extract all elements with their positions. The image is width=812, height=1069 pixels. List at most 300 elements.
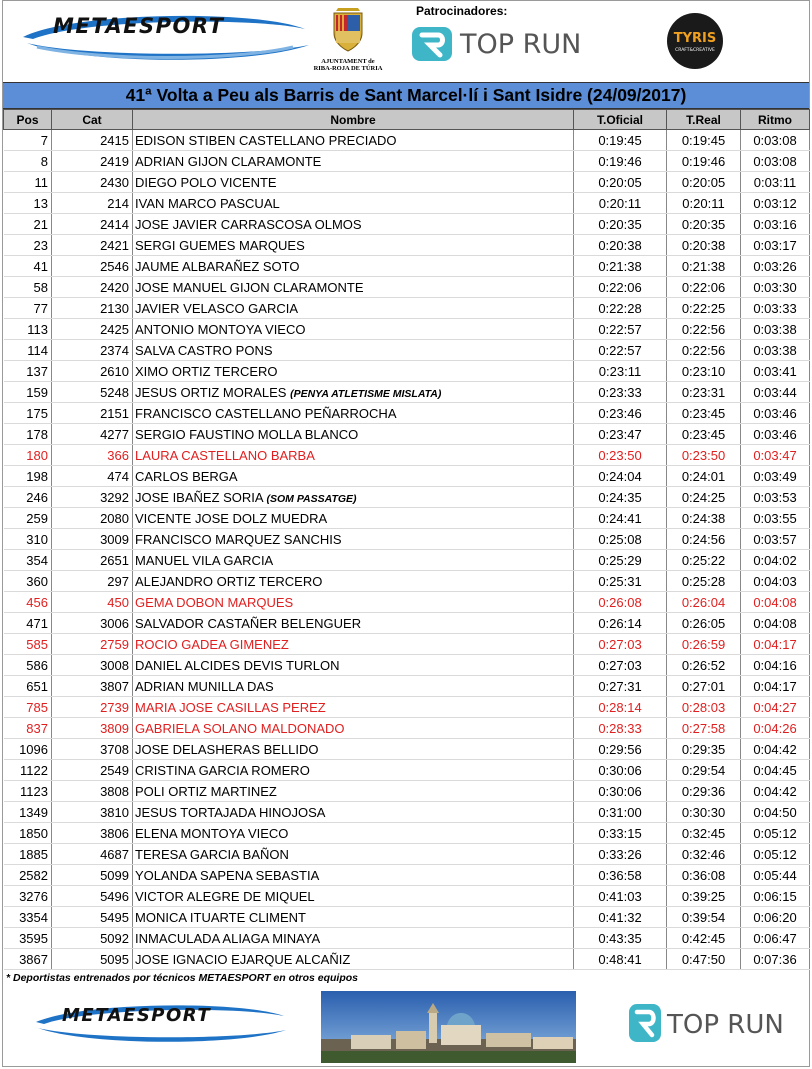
runner-name: ANTONIO MONTOYA VIECO — [135, 321, 306, 337]
table-row — [4, 613, 810, 634]
runner-name: JOSE MANUEL GIJON CLARAMONTE — [135, 279, 364, 295]
runner-name: JAUME ALBARAÑEZ SOTO — [135, 258, 300, 274]
cell-nombre — [133, 445, 574, 466]
cell-pos: 471 — [4, 613, 52, 634]
cell-t-oficial: 0:22:57 — [574, 340, 667, 361]
cell-ritmo: 0:03:46 — [741, 403, 810, 424]
cell-t-real: 0:26:04 — [667, 592, 741, 613]
cell-nombre — [133, 613, 574, 634]
cell-ritmo: 0:03:33 — [741, 298, 810, 319]
cell-t-oficial: 0:19:45 — [574, 130, 667, 151]
cell-nombre — [133, 340, 574, 361]
cell-pos: 1096 — [4, 739, 52, 760]
sponsors-label: Patrocinadores: — [416, 4, 508, 18]
runner-name: VICTOR ALEGRE DE MIQUEL — [135, 888, 315, 904]
cell-nombre — [133, 802, 574, 823]
cell-nombre — [133, 634, 574, 655]
cell-pos: 77 — [4, 298, 52, 319]
cell-cat: 2549 — [52, 760, 133, 781]
cell-t-oficial: 0:27:03 — [574, 634, 667, 655]
cell-pos: 11 — [4, 172, 52, 193]
cell-nombre — [133, 319, 574, 340]
cell-cat: 5495 — [52, 907, 133, 928]
column-header-t-oficial: T.Oficial — [574, 110, 667, 130]
cell-t-real: 0:22:56 — [667, 340, 741, 361]
table-row — [4, 403, 810, 424]
cell-cat: 2420 — [52, 277, 133, 298]
cell-nombre — [133, 361, 574, 382]
cell-ritmo: 0:03:41 — [741, 361, 810, 382]
runner-name: FRANCISCO MARQUEZ SANCHIS — [135, 531, 342, 547]
cell-ritmo: 0:04:27 — [741, 697, 810, 718]
table-row — [4, 571, 810, 592]
cell-t-oficial: 0:23:47 — [574, 424, 667, 445]
cell-t-real: 0:24:25 — [667, 487, 741, 508]
cell-cat: 5099 — [52, 865, 133, 886]
cell-cat: 3008 — [52, 655, 133, 676]
cell-t-real: 0:29:54 — [667, 760, 741, 781]
cell-ritmo: 0:04:42 — [741, 781, 810, 802]
cell-cat: 2414 — [52, 214, 133, 235]
runner-name: IVAN MARCO PASCUAL — [135, 195, 280, 211]
cell-ritmo: 0:04:08 — [741, 613, 810, 634]
runner-name: DANIEL ALCIDES DEVIS TURLON — [135, 657, 340, 673]
cell-ritmo: 0:03:12 — [741, 193, 810, 214]
cell-ritmo: 0:03:38 — [741, 340, 810, 361]
table-row — [4, 445, 810, 466]
cell-t-oficial: 0:26:08 — [574, 592, 667, 613]
cell-pos: 180 — [4, 445, 52, 466]
header — [3, 1, 809, 81]
cell-cat: 3009 — [52, 529, 133, 550]
runner-name: FRANCISCO CASTELLANO PEÑARROCHA — [135, 405, 397, 421]
cell-nombre — [133, 739, 574, 760]
cell-ritmo: 0:06:15 — [741, 886, 810, 907]
table-row — [4, 340, 810, 361]
cell-t-real: 0:19:46 — [667, 151, 741, 172]
cell-nombre — [133, 823, 574, 844]
table-row — [4, 634, 810, 655]
cell-ritmo: 0:03:30 — [741, 277, 810, 298]
cell-t-real: 0:30:30 — [667, 802, 741, 823]
cell-nombre — [133, 235, 574, 256]
runner-name: XIMO ORTIZ TERCERO — [135, 363, 278, 379]
cell-nombre — [133, 781, 574, 802]
cell-nombre — [133, 277, 574, 298]
cell-pos: 178 — [4, 424, 52, 445]
table-row — [4, 739, 810, 760]
cell-t-real: 0:27:01 — [667, 676, 741, 697]
cell-cat: 3806 — [52, 823, 133, 844]
runner-name: ALEJANDRO ORTIZ TERCERO — [135, 573, 323, 589]
cell-t-oficial: 0:24:41 — [574, 508, 667, 529]
table-row — [4, 256, 810, 277]
cell-t-oficial: 0:41:03 — [574, 886, 667, 907]
runner-name: JOSE JAVIER CARRASCOSA OLMOS — [135, 216, 362, 232]
cell-t-oficial: 0:25:31 — [574, 571, 667, 592]
cell-nombre — [133, 760, 574, 781]
cell-t-real: 0:19:45 — [667, 130, 741, 151]
runner-name: YOLANDA SAPENA SEBASTIA — [135, 867, 320, 883]
cell-cat: 4277 — [52, 424, 133, 445]
table-row — [4, 424, 810, 445]
cell-ritmo: 0:07:36 — [741, 949, 810, 970]
cell-cat: 474 — [52, 466, 133, 487]
cell-cat: 5092 — [52, 928, 133, 949]
cell-t-real: 0:20:35 — [667, 214, 741, 235]
runner-name: ELENA MONTOYA VIECO — [135, 825, 289, 841]
cell-nombre — [133, 886, 574, 907]
cell-cat: 2546 — [52, 256, 133, 277]
cell-ritmo: 0:03:57 — [741, 529, 810, 550]
cell-pos: 3867 — [4, 949, 52, 970]
cell-pos: 114 — [4, 340, 52, 361]
cell-t-real: 0:29:36 — [667, 781, 741, 802]
cell-ritmo: 0:03:16 — [741, 214, 810, 235]
results-table — [3, 109, 810, 970]
cell-t-oficial: 0:28:14 — [574, 697, 667, 718]
cell-nombre — [133, 130, 574, 151]
cell-ritmo: 0:04:50 — [741, 802, 810, 823]
cell-t-real: 0:27:58 — [667, 718, 741, 739]
cell-cat: 3809 — [52, 718, 133, 739]
cell-t-oficial: 0:28:33 — [574, 718, 667, 739]
cell-pos: 2582 — [4, 865, 52, 886]
table-row — [4, 235, 810, 256]
table-row — [4, 886, 810, 907]
table-row — [4, 655, 810, 676]
cell-ritmo: 0:05:44 — [741, 865, 810, 886]
cell-t-real: 0:39:25 — [667, 886, 741, 907]
cell-t-real: 0:21:38 — [667, 256, 741, 277]
cell-nombre — [133, 298, 574, 319]
cell-t-real: 0:25:22 — [667, 550, 741, 571]
cell-pos: 837 — [4, 718, 52, 739]
table-row — [4, 907, 810, 928]
table-row — [4, 550, 810, 571]
runner-club: (PENYA ATLETISME MISLATA) — [290, 387, 442, 400]
page-title: 41ª Volta a Peu als Barris de Sant Marcel·lí i Sant Isidre (24/09/2017) — [3, 82, 809, 109]
cell-pos: 3595 — [4, 928, 52, 949]
cell-t-oficial: 0:48:41 — [574, 949, 667, 970]
cell-pos: 8 — [4, 151, 52, 172]
cell-nombre — [133, 214, 574, 235]
runner-name: DIEGO POLO VICENTE — [135, 174, 277, 190]
cell-t-real: 0:24:01 — [667, 466, 741, 487]
table-row — [4, 823, 810, 844]
cell-pos: 310 — [4, 529, 52, 550]
table-row — [4, 382, 810, 403]
cell-ritmo: 0:03:49 — [741, 466, 810, 487]
tyris-text: TYRIS — [673, 31, 717, 46]
cell-pos: 1885 — [4, 844, 52, 865]
cell-nombre — [133, 655, 574, 676]
cell-ritmo: 0:04:17 — [741, 634, 810, 655]
cell-nombre — [133, 487, 574, 508]
cell-nombre — [133, 508, 574, 529]
runner-name: ADRIAN MUNILLA DAS — [135, 678, 274, 694]
cell-cat: 2430 — [52, 172, 133, 193]
cell-t-oficial: 0:22:28 — [574, 298, 667, 319]
cell-pos: 246 — [4, 487, 52, 508]
cell-ritmo: 0:06:20 — [741, 907, 810, 928]
cell-cat: 2415 — [52, 130, 133, 151]
cell-pos: 360 — [4, 571, 52, 592]
table-row — [4, 193, 810, 214]
footnote: * Deportistas entrenados por técnicos METAESPORT en otros equipos — [6, 972, 359, 984]
cell-nombre — [133, 676, 574, 697]
table-row — [4, 214, 810, 235]
table-row — [4, 760, 810, 781]
cell-nombre — [133, 718, 574, 739]
cell-t-oficial: 0:30:06 — [574, 781, 667, 802]
cell-t-real: 0:36:08 — [667, 865, 741, 886]
runner-name: INMACULADA ALIAGA MINAYA — [135, 930, 321, 946]
cell-t-real: 0:24:38 — [667, 508, 741, 529]
cell-t-real: 0:47:50 — [667, 949, 741, 970]
cell-pos: 3276 — [4, 886, 52, 907]
table-row — [4, 466, 810, 487]
runner-name: ADRIAN GIJON CLARAMONTE — [135, 153, 322, 169]
table-row — [4, 928, 810, 949]
runner-name: JOSE IBAÑEZ SORIA — [135, 489, 263, 505]
cell-t-oficial: 0:29:56 — [574, 739, 667, 760]
cell-ritmo: 0:03:46 — [741, 424, 810, 445]
cell-cat: 5248 — [52, 382, 133, 403]
cell-t-oficial: 0:27:31 — [574, 676, 667, 697]
cell-t-real: 0:20:11 — [667, 193, 741, 214]
cell-t-oficial: 0:31:00 — [574, 802, 667, 823]
cell-cat: 2651 — [52, 550, 133, 571]
cell-pos: 159 — [4, 382, 52, 403]
cell-nombre — [133, 256, 574, 277]
cell-pos: 651 — [4, 676, 52, 697]
footer-brand-text: METAESPORT — [62, 1005, 212, 1026]
ayuntamiento-line1: AJUNTAMENT de — [321, 58, 375, 65]
cell-pos: 1349 — [4, 802, 52, 823]
cell-ritmo: 0:03:53 — [741, 487, 810, 508]
cell-cat: 2151 — [52, 403, 133, 424]
cell-t-oficial: 0:26:14 — [574, 613, 667, 634]
cell-nombre — [133, 907, 574, 928]
cell-t-real: 0:42:45 — [667, 928, 741, 949]
cell-ritmo: 0:04:42 — [741, 739, 810, 760]
metaesport-logo — [13, 7, 313, 69]
table-row — [4, 298, 810, 319]
cell-pos: 137 — [4, 361, 52, 382]
cell-pos: 58 — [4, 277, 52, 298]
results-body — [4, 130, 810, 970]
cell-cat: 2419 — [52, 151, 133, 172]
cell-pos: 198 — [4, 466, 52, 487]
cell-ritmo: 0:03:08 — [741, 151, 810, 172]
tyris-logo — [663, 11, 727, 71]
cell-pos: 354 — [4, 550, 52, 571]
footer-toprun-logo — [627, 1000, 784, 1046]
table-row — [4, 844, 810, 865]
tyris-tagline: CRAFT&CREATIVE — [675, 48, 715, 53]
cell-t-oficial: 0:25:29 — [574, 550, 667, 571]
column-header-cat: Cat — [52, 110, 133, 130]
table-row — [4, 865, 810, 886]
cell-cat: 214 — [52, 193, 133, 214]
cell-cat: 3708 — [52, 739, 133, 760]
cell-ritmo: 0:03:47 — [741, 445, 810, 466]
cell-t-real: 0:23:45 — [667, 424, 741, 445]
cell-t-real: 0:22:56 — [667, 319, 741, 340]
cell-cat: 5095 — [52, 949, 133, 970]
cell-nombre — [133, 571, 574, 592]
cell-cat: 4687 — [52, 844, 133, 865]
column-header-t-real: T.Real — [667, 110, 741, 130]
cell-t-real: 0:28:03 — [667, 697, 741, 718]
cell-nombre — [133, 466, 574, 487]
cell-t-real: 0:23:31 — [667, 382, 741, 403]
cell-t-real: 0:23:50 — [667, 445, 741, 466]
column-header-nombre: Nombre — [133, 110, 574, 130]
runner-name: MONICA ITUARTE CLIMENT — [135, 909, 306, 925]
runner-name: EDISON STIBEN CASTELLANO PRECIADO — [135, 132, 397, 148]
runner-name: MANUEL VILA GARCIA — [135, 552, 274, 568]
cell-ritmo: 0:04:26 — [741, 718, 810, 739]
runner-name: JESUS ORTIZ MORALES — [135, 384, 287, 400]
table-row — [4, 781, 810, 802]
toprun-text: TOP RUN — [460, 29, 582, 60]
metaesport-brand-text: METAESPORT — [53, 14, 225, 38]
table-row — [4, 529, 810, 550]
cell-t-real: 0:23:10 — [667, 361, 741, 382]
table-row — [4, 508, 810, 529]
cell-ritmo: 0:05:12 — [741, 844, 810, 865]
cell-t-oficial: 0:30:06 — [574, 760, 667, 781]
column-header-ritmo: Ritmo — [741, 110, 810, 130]
footer-metaesport-logo — [28, 998, 290, 1048]
cell-cat: 3810 — [52, 802, 133, 823]
runner-name: LAURA CASTELLANO BARBA — [135, 447, 315, 463]
table-row — [4, 676, 810, 697]
cell-pos: 175 — [4, 403, 52, 424]
cell-t-oficial: 0:33:26 — [574, 844, 667, 865]
cell-pos: 585 — [4, 634, 52, 655]
cell-pos: 1122 — [4, 760, 52, 781]
runner-name: VICENTE JOSE DOLZ MUEDRA — [135, 510, 328, 526]
cell-cat: 3807 — [52, 676, 133, 697]
table-row — [4, 487, 810, 508]
runner-name: JOSE IGNACIO EJARQUE ALCAÑIZ — [135, 951, 351, 967]
cell-pos: 259 — [4, 508, 52, 529]
table-row — [4, 277, 810, 298]
cell-t-oficial: 0:25:08 — [574, 529, 667, 550]
runner-name: JOSE DELASHERAS BELLIDO — [135, 741, 319, 757]
table-row — [4, 361, 810, 382]
runner-name: GABRIELA SOLANO MALDONADO — [135, 720, 345, 736]
cell-t-oficial: 0:33:15 — [574, 823, 667, 844]
table-header-row — [4, 110, 810, 130]
runner-name: ROCIO GADEA GIMENEZ — [135, 636, 289, 652]
cell-t-real: 0:24:56 — [667, 529, 741, 550]
cell-t-oficial: 0:22:57 — [574, 319, 667, 340]
cell-pos: 1850 — [4, 823, 52, 844]
cell-t-real: 0:25:28 — [667, 571, 741, 592]
runner-name: CRISTINA GARCIA ROMERO — [135, 762, 310, 778]
cell-pos: 785 — [4, 697, 52, 718]
cell-t-oficial: 0:20:11 — [574, 193, 667, 214]
cell-ritmo: 0:06:47 — [741, 928, 810, 949]
cell-cat: 2425 — [52, 319, 133, 340]
cell-t-oficial: 0:23:11 — [574, 361, 667, 382]
cell-cat: 2374 — [52, 340, 133, 361]
cell-cat: 2080 — [52, 508, 133, 529]
cell-ritmo: 0:04:45 — [741, 760, 810, 781]
cell-cat: 2130 — [52, 298, 133, 319]
footer-toprun-text: TOP RUN — [667, 1010, 784, 1040]
runner-name: JESUS TORTAJADA HINOJOSA — [135, 804, 326, 820]
town-photo — [321, 991, 576, 1063]
runner-name: SERGI GUEMES MARQUES — [135, 237, 305, 253]
cell-ritmo: 0:03:44 — [741, 382, 810, 403]
cell-t-oficial: 0:21:38 — [574, 256, 667, 277]
cell-pos: 13 — [4, 193, 52, 214]
cell-cat: 3006 — [52, 613, 133, 634]
cell-t-real: 0:26:59 — [667, 634, 741, 655]
cell-pos: 456 — [4, 592, 52, 613]
cell-t-oficial: 0:23:50 — [574, 445, 667, 466]
cell-pos: 586 — [4, 655, 52, 676]
cell-t-oficial: 0:19:46 — [574, 151, 667, 172]
cell-cat: 3808 — [52, 781, 133, 802]
cell-t-real: 0:39:54 — [667, 907, 741, 928]
cell-cat: 450 — [52, 592, 133, 613]
table-row — [4, 949, 810, 970]
cell-cat: 2759 — [52, 634, 133, 655]
cell-t-oficial: 0:23:33 — [574, 382, 667, 403]
ayuntamiento-line2: RIBA-ROJA DE TÚRIA — [313, 65, 383, 72]
cell-t-real: 0:29:35 — [667, 739, 741, 760]
cell-t-oficial: 0:24:04 — [574, 466, 667, 487]
runner-club: (SOM PASSATGE) — [266, 492, 357, 505]
runner-name: SALVA CASTRO PONS — [135, 342, 273, 358]
cell-ritmo: 0:04:08 — [741, 592, 810, 613]
cell-nombre — [133, 403, 574, 424]
table-row — [4, 697, 810, 718]
table-row — [4, 172, 810, 193]
cell-t-real: 0:23:45 — [667, 403, 741, 424]
cell-cat: 3292 — [52, 487, 133, 508]
runner-name: TERESA GARCIA BAÑON — [135, 846, 289, 862]
cell-t-oficial: 0:41:32 — [574, 907, 667, 928]
cell-nombre — [133, 529, 574, 550]
cell-ritmo: 0:04:02 — [741, 550, 810, 571]
cell-t-oficial: 0:36:58 — [574, 865, 667, 886]
table-row — [4, 718, 810, 739]
cell-t-oficial: 0:43:35 — [574, 928, 667, 949]
cell-t-oficial: 0:23:46 — [574, 403, 667, 424]
cell-ritmo: 0:04:17 — [741, 676, 810, 697]
cell-ritmo: 0:03:17 — [741, 235, 810, 256]
runner-name: SALVADOR CASTAÑER BELENGUER — [135, 615, 362, 631]
cell-cat: 5496 — [52, 886, 133, 907]
runner-name: SERGIO FAUSTINO MOLLA BLANCO — [135, 426, 359, 442]
cell-t-real: 0:32:45 — [667, 823, 741, 844]
cell-cat: 366 — [52, 445, 133, 466]
cell-t-real: 0:26:05 — [667, 613, 741, 634]
runner-name: MARIA JOSE CASILLAS PEREZ — [135, 699, 326, 715]
runner-name: JAVIER VELASCO GARCIA — [135, 300, 299, 316]
cell-t-real: 0:20:38 — [667, 235, 741, 256]
cell-nombre — [133, 382, 574, 403]
cell-cat: 297 — [52, 571, 133, 592]
cell-pos: 41 — [4, 256, 52, 277]
